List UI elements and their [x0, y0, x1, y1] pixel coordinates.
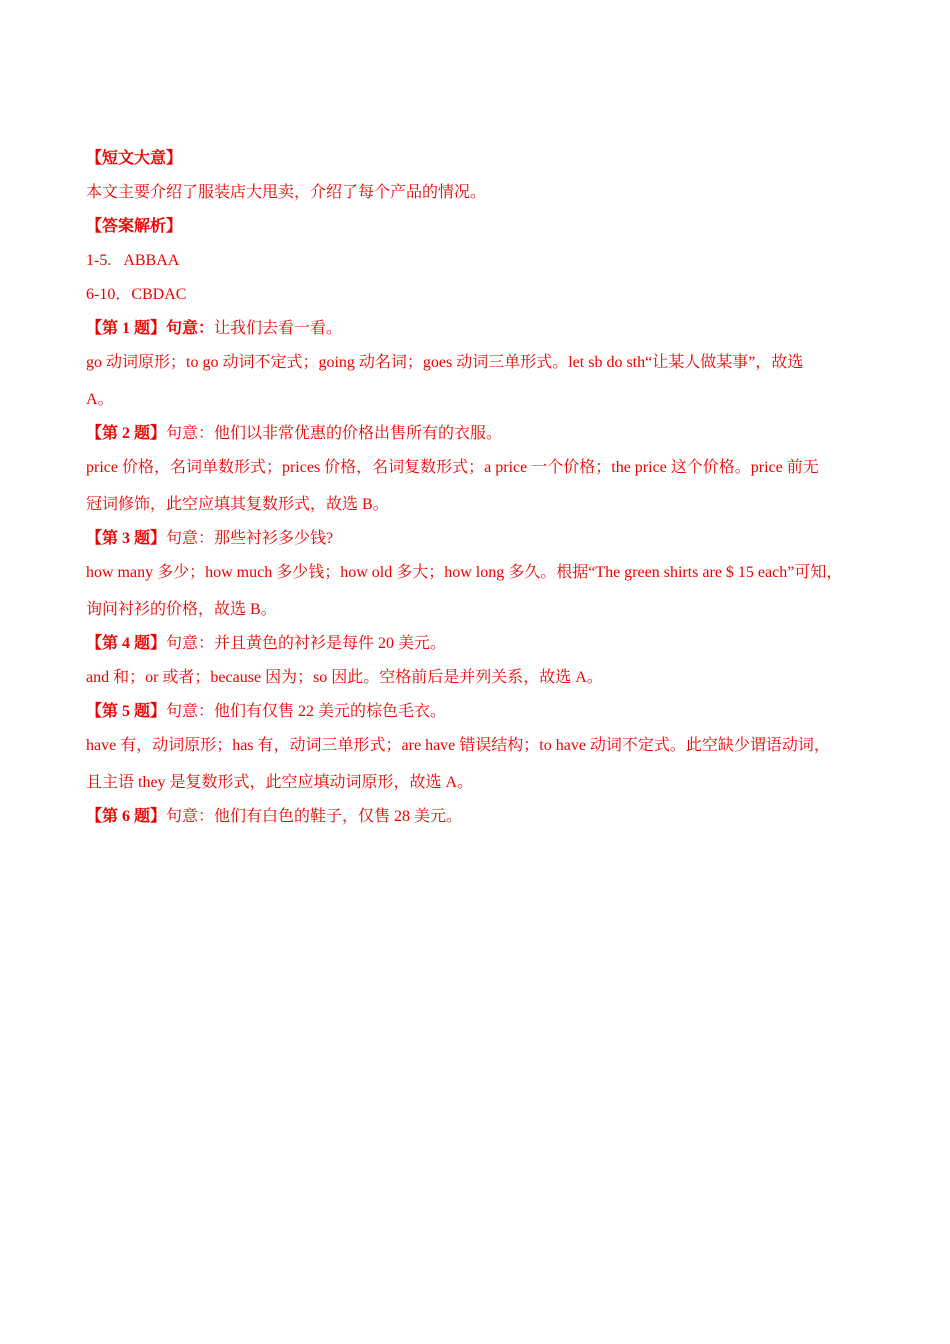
- summary-heading: 【短文大意】: [86, 150, 183, 167]
- question-3-sense-label: 句意：: [166, 530, 215, 547]
- question-4-sense-label: 句意：: [166, 635, 215, 652]
- question-1-sense-text: 让我们去看一看。: [214, 320, 343, 337]
- question-3-sense-text: 那些衬衫多少钱?: [214, 530, 334, 547]
- question-6-label: 【第 6 题】: [86, 808, 167, 825]
- question-4-label: 【第 4 题】: [86, 635, 167, 652]
- question-2-sense-label: 句意：: [166, 425, 215, 442]
- question-4-explain-line: and 和；or 或者；because 因为；so 因此。空格前后是并列关系，故选 A。: [86, 669, 603, 686]
- question-2-sense-text: 他们以非常优惠的价格出售所有的衣服。: [214, 425, 503, 442]
- question-5-sense-text: 他们有仅售 22 美元的棕色毛衣。: [214, 703, 447, 720]
- question-5-sense: [86, 701, 876, 723]
- question-1-sense: [86, 318, 876, 340]
- question-6-sense-label: 句意：: [166, 808, 215, 825]
- question-2-explain-line: price 价格，名词单数形式；prices 价格，名词复数形式；a price 一个价格；the price 这个价格。price 前无: [86, 459, 819, 476]
- question-3-label: 【第 3 题】: [86, 530, 167, 547]
- answer-document: [86, 148, 876, 828]
- question-2-sense: [86, 423, 876, 445]
- question-5-explain-line: 且主语 they 是复数形式，此空应填动词原形，故选 A。: [86, 774, 474, 791]
- question-6-sense: [86, 806, 876, 828]
- summary-text: 本文主要介绍了服装店大甩卖，介绍了每个产品的情况。: [86, 184, 487, 201]
- question-3-explain-line: 询问衬衫的价格，故选 B。: [86, 601, 277, 618]
- question-1-sense-label: 句意：: [166, 320, 215, 337]
- question-5-sense-label: 句意：: [166, 703, 215, 720]
- question-5-label: 【第 5 题】: [86, 703, 167, 720]
- question-1-explain-line: go 动词原形；to go 动词不定式；going 动名词；goes 动词三单形式。let sb do sth“让某人做某事”，故选: [86, 354, 804, 371]
- answers-6-10: 6-10．CBDAC: [86, 286, 187, 303]
- question-3-sense: [86, 528, 876, 550]
- answers-1-5: 1-5. ABBAA: [86, 252, 180, 269]
- question-1-label: 【第 1 题】: [86, 320, 167, 337]
- question-2-explain-line: 冠词修饰，此空应填其复数形式，故选 B。: [86, 496, 389, 513]
- question-3-explain-line: how many 多少；how much 多少钱；how old 多大；how long 多久。根据“The green shirts are $ 15 each”可知，: [86, 564, 843, 581]
- question-4-sense: [86, 633, 876, 655]
- question-2-label: 【第 2 题】: [86, 425, 167, 442]
- question-5-explain-line: have 有，动词原形；has 有，动词三单形式；are have 错误结构；to have 动词不定式。此空缺少谓语动词，: [86, 737, 830, 754]
- analysis-heading: 【答案解析】: [86, 218, 183, 235]
- question-1-explain-line: A。: [86, 391, 114, 408]
- question-4-sense-text: 并且黄色的衬衫是每件 20 美元。: [214, 635, 447, 652]
- question-6-sense-text: 他们有白色的鞋子，仅售 28 美元。: [214, 808, 463, 825]
